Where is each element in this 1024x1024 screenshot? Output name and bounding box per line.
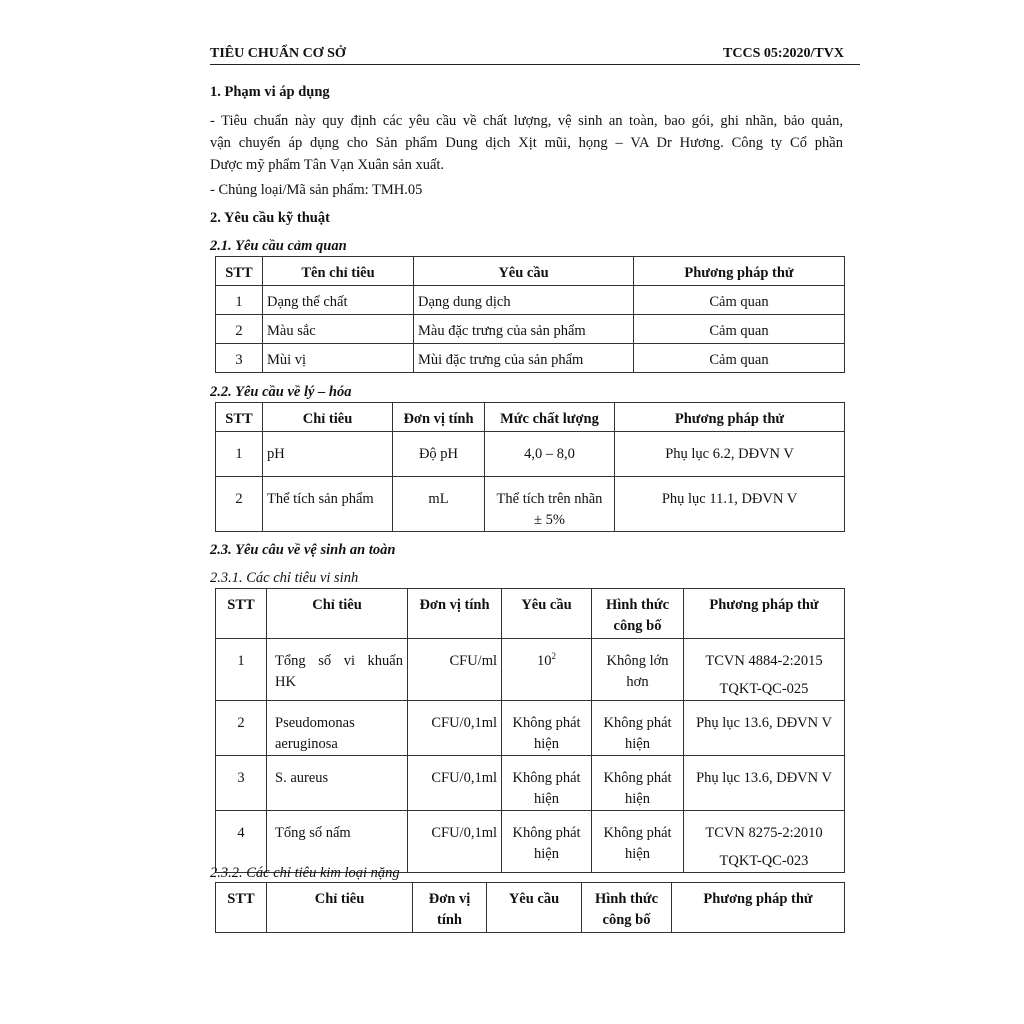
micro-cell-form (592, 701, 684, 756)
sensory-cell-req: Màu đặc trưng của sản phẩm (414, 315, 634, 344)
physchem-cell-name: pH (263, 432, 393, 477)
table-row (216, 477, 845, 532)
micro-form-line-2: hiện (625, 791, 650, 807)
micro-cell-unit: CFU/ml (408, 639, 502, 701)
physchem-cell-level (485, 477, 615, 532)
sensory-cell-req: Mùi đặc trưng của sản phẩm (414, 344, 634, 373)
micro-method-line-2: TQKT-QC-025 (719, 681, 809, 697)
micro-cell-form (592, 811, 684, 873)
physchem-cell-level (485, 432, 615, 477)
micro-header-stt: STT (216, 589, 267, 639)
metals-header-form-line-2: công bố (602, 912, 651, 928)
sensory-cell-req: Dạng dung dịch (414, 286, 634, 315)
micro-req-line-2: hiện (534, 736, 559, 752)
section-1-title: 1. Phạm vi áp dụng (210, 84, 330, 100)
sensory-table (215, 256, 845, 373)
table-row (216, 315, 845, 344)
micro-cell-stt: 4 (216, 811, 267, 873)
sensory-header-req: Yêu cầu (414, 257, 634, 286)
table-row (216, 811, 845, 873)
metals-header-form (582, 883, 672, 933)
micro-name-line-1: Tổng số vi khuẩn (275, 653, 403, 669)
micro-header-form-line-2: công bố (613, 618, 662, 634)
micro-cell-req (502, 639, 592, 701)
sensory-cell-stt: 1 (216, 286, 263, 315)
sensory-header-method: Phương pháp thử (634, 257, 845, 286)
physchem-header-row (216, 403, 845, 432)
metals-header-name: Chỉ tiêu (267, 883, 413, 933)
physchem-table (215, 402, 845, 532)
micro-cell-form (592, 756, 684, 811)
micro-req-base: 10 (537, 653, 552, 669)
sensory-header-row (216, 257, 845, 286)
micro-header-name: Chỉ tiêu (267, 589, 408, 639)
micro-cell-unit: CFU/0,1ml (408, 701, 502, 756)
physchem-title: 2.2. Yêu cầu về lý – hóa (210, 384, 352, 400)
micro-method-line-2: TQKT-QC-023 (719, 853, 809, 869)
physchem-header-level: Mức chất lượng (485, 403, 615, 432)
table-row (216, 286, 845, 315)
micro-req-line-1: Không phát (512, 715, 581, 731)
micro-name-line-2: HK (275, 674, 296, 690)
micro-method-line-1: TCVN 4884-2:2015 (705, 653, 823, 669)
physchem-cell-method: Phụ lục 6.2, DĐVN V (615, 432, 845, 477)
metals-table (215, 882, 845, 933)
micro-cell-method: Phụ lục 13.6, DĐVN V (684, 701, 845, 756)
micro-req-line-2: hiện (534, 846, 559, 862)
micro-header-method: Phương pháp thử (684, 589, 845, 639)
micro-form-line-2: hiện (625, 846, 650, 862)
section-2-title: 2. Yêu cầu kỹ thuật (210, 210, 330, 226)
page-header (210, 46, 860, 65)
header-right: TCCS 05:2020/TVX (723, 46, 844, 61)
safety-title: 2.3. Yêu câu về vệ sinh an toàn (210, 542, 396, 558)
micro-cell-stt: 3 (216, 756, 267, 811)
micro-form-line-1: Không phát (603, 770, 672, 786)
physchem-level-line-2: ± 5% (534, 512, 565, 528)
physchem-cell-method: Phụ lục 11.1, DĐVN V (615, 477, 845, 532)
sensory-cell-name: Mùi vị (263, 344, 414, 373)
micro-form-line-1: Không phát (603, 715, 672, 731)
micro-cell-unit: CFU/0,1ml (408, 811, 502, 873)
physchem-level-line-1: Thể tích trên nhãn (496, 491, 603, 507)
table-row (216, 639, 845, 701)
micro-form-line-2: hiện (625, 736, 650, 752)
metals-header-method: Phương pháp thử (672, 883, 845, 933)
physchem-cell-unit: mL (393, 477, 485, 532)
metals-header-req: Yêu cầu (487, 883, 582, 933)
micro-cell-stt: 2 (216, 701, 267, 756)
micro-cell-name (267, 701, 408, 756)
metals-header-form-line-1: Hình thức (594, 891, 659, 907)
micro-header-form-line-1: Hình thức (605, 597, 670, 613)
table-row (216, 756, 845, 811)
physchem-cell-stt: 1 (216, 432, 263, 477)
micro-form-line-1: Không phát (603, 825, 672, 841)
metals-title: 2.3.2. Các chỉ tiêu kim loại nặng (210, 865, 400, 881)
micro-cell-name: S. aureus (267, 756, 408, 811)
micro-name-line-2: aeruginosa (275, 736, 338, 752)
micro-cell-method: Phụ lục 13.6, DĐVN V (684, 756, 845, 811)
table-row (216, 432, 845, 477)
micro-cell-form (592, 639, 684, 701)
section-1-para-line-2: vận chuyển áp dụng cho Sản phẩm Dung dịch Xịt mũi, họng – VA Dr Hương. Công ty Cổ phần (210, 135, 843, 151)
micro-form-line-2: hơn (626, 674, 649, 690)
table-row (216, 344, 845, 373)
physchem-level-line-1: 4,0 – 8,0 (524, 446, 575, 462)
sensory-title: 2.1. Yêu cầu cảm quan (210, 238, 347, 254)
sensory-cell-method: Cảm quan (634, 344, 845, 373)
sensory-cell-name: Dạng thể chất (263, 286, 414, 315)
micro-name-line-1: Pseudomonas (275, 715, 355, 731)
micro-cell-name: Tổng số nấm (267, 811, 408, 873)
micro-req-exponent: 2 (551, 651, 556, 662)
sensory-cell-method: Cảm quan (634, 315, 845, 344)
micro-header-row (216, 589, 845, 639)
micro-req-line-2: hiện (534, 791, 559, 807)
micro-cell-method (684, 639, 845, 701)
section-1-para-line-1: - Tiêu chuẩn này quy định các yêu cầu về chất lượng, vệ sinh an toàn, bao gói, ghi nhãn, bảo quản, (210, 113, 843, 129)
micro-header-unit: Đơn vị tính (408, 589, 502, 639)
product-code-line: - Chủng loại/Mã sản phẩm: TMH.05 (210, 182, 423, 198)
micro-header-form (592, 589, 684, 639)
physchem-header-unit: Đơn vị tính (393, 403, 485, 432)
micro-req-line-1: Không phát (512, 825, 581, 841)
micro-title: 2.3.1. Các chỉ tiêu vi sinh (210, 570, 359, 586)
physchem-header-stt: STT (216, 403, 263, 432)
micro-cell-method (684, 811, 845, 873)
micro-cell-stt: 1 (216, 639, 267, 701)
table-row (216, 701, 845, 756)
metals-header-row (216, 883, 845, 933)
sensory-cell-method: Cảm quan (634, 286, 845, 315)
metals-header-stt: STT (216, 883, 267, 933)
micro-table (215, 588, 845, 873)
physchem-cell-name: Thể tích sản phẩm (263, 477, 393, 532)
metals-header-unit-line-2: tính (437, 912, 462, 928)
micro-header-req: Yêu cầu (502, 589, 592, 639)
micro-cell-req (502, 811, 592, 873)
micro-cell-name (267, 639, 408, 701)
micro-method-line-1: TCVN 8275-2:2010 (705, 825, 823, 841)
physchem-cell-unit: Độ pH (393, 432, 485, 477)
sensory-cell-stt: 2 (216, 315, 263, 344)
micro-cell-req (502, 756, 592, 811)
section-1-para-line-3: Dược mỹ phẩm Tân Vạn Xuân sản xuất. (210, 157, 445, 173)
sensory-cell-stt: 3 (216, 344, 263, 373)
micro-cell-unit: CFU/0,1ml (408, 756, 502, 811)
metals-header-unit (413, 883, 487, 933)
sensory-header-stt: STT (216, 257, 263, 286)
micro-form-line-1: Không lớn (606, 653, 669, 669)
metals-header-unit-line-1: Đơn vị (428, 891, 471, 907)
micro-req-line-1: Không phát (512, 770, 581, 786)
sensory-header-name: Tên chỉ tiêu (263, 257, 414, 286)
header-left: TIÊU CHUẨN CƠ SỞ (210, 46, 346, 61)
physchem-header-method: Phương pháp thử (615, 403, 845, 432)
physchem-header-name: Chỉ tiêu (263, 403, 393, 432)
sensory-cell-name: Màu sắc (263, 315, 414, 344)
micro-cell-req (502, 701, 592, 756)
physchem-cell-stt: 2 (216, 477, 263, 532)
